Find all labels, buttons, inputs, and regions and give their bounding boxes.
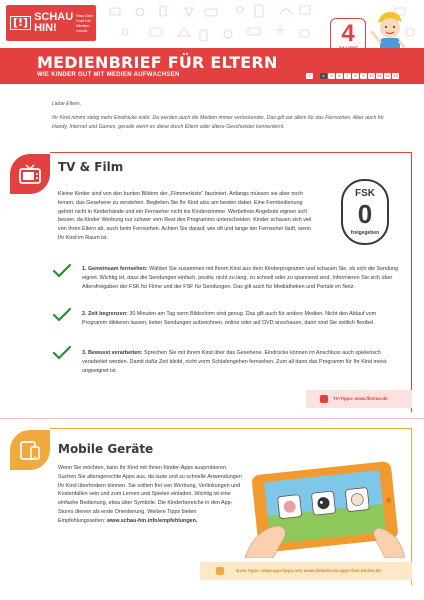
tv-icon [10, 154, 50, 194]
tv-tip-3 [82, 349, 402, 375]
section-divider [0, 418, 424, 419]
intro-text [52, 100, 397, 137]
mobile-section-text: Wenn Sie möchten, kann Ihr Kind mit Ihnen Kinder-Apps ausprobieren. Suchen Sie altersgerechte Apps aus, da laute und zu schnelle Anwendungen Ihr Kind überfordern können. Sie sollten frei von Werbung, Verlinkungen und Kostenfallen sein und zum Lernen und Spielen einladen. Wichtig ist eine einfache Bedienung, etwa über Symbole. Die Kinderbereiche in den App-Stores dienen als erste Orientierung. Weitere Tipps bieten Empfehlungsseiten: [58, 465, 242, 524]
mobile-section-title: Mobile Geräte [58, 442, 154, 456]
age-scale-item: 6 [336, 73, 343, 79]
page-title: MEDIENBRIEF FÜR ELTERN [37, 53, 278, 72]
fsk-label: FSK [355, 188, 375, 199]
page-subtitle: WIE KINDER GUT MIT MEDIEN AUFWACHSEN [37, 72, 180, 78]
age-scale-item: 3 [306, 73, 313, 79]
tv-tip-3-heading: 3. Bewusst verarbeiten: [82, 350, 143, 356]
intro-greeting: Liebe Eltern, [52, 101, 82, 107]
age-scale [306, 73, 399, 79]
logo-tagline-1: Was Dein [76, 13, 94, 18]
page-header [0, 0, 424, 92]
intro-paragraph: Ihr Kind nimmt stetig mehr Eindrücke wahr. Da werden auch die Medien immer verlockender. Das gilt vor allem für das Fernsehen. Aber auch für Handy, Internet und Games, gerade wenn es diese durch Eltern oder ältere Geschwister kennenlernt. [52, 115, 384, 130]
age-scale-item: 8 [352, 73, 359, 79]
tv-tip-2-text: 30 Minuten am Tag vorm Bildschirm sind genug. Das gilt auch für andere Medien. Nicht den Ablauf vom Programm diktieren lassen, lieber Sendungen aufzeichnen, online oder auf DVD anschauen, dann sind Sie zeitlich flexibel. [82, 311, 377, 326]
age-scale-item: 7 [344, 73, 351, 79]
schau-hin-logo[interactable] [6, 5, 96, 41]
checkmark-icon [52, 307, 72, 323]
tablet-game-illustration [245, 458, 405, 558]
hand-pointer-icon [216, 567, 224, 575]
mobile-footer-link[interactable]: Gute Apps: www.app-tipps.net, www.datenbank-apps-fuer-kinder.de [236, 568, 382, 573]
tv-section-body: Kleine Kinder sind von den bunten Bildern der „Flimmerkiste“ fasziniert. Anfangs müssen sie aber noch lernen, das Gesehene zu verstehen. Begleiten Sie Ihr Kind also am besten dabei. Eine Fernbedienung gehört nicht in Kinderhände und ein Fernseher nicht ins Kinderzimmer. Werbefreie Angebote eignen sich besser, da Kinder Werbung nur schwer vom Rest des Programms unterscheiden. Kinder schauen sich viel von Ihren Eltern ab, auch beim Fernsehen. Achten Sie darauf, wie oft und lange der Fernseher läuft, wenn Ihr Kind im Raum ist. [58, 191, 312, 241]
fsk-caption: freigegeben [350, 230, 380, 236]
logo-text-line-2: HIN! [34, 22, 57, 34]
mobile-section-body [58, 464, 243, 526]
age-scale-item: 9 [360, 73, 367, 79]
age-scale-item: 5 [328, 73, 335, 79]
tablet-phone-icon [10, 430, 50, 470]
age-scale-item-active: 4 [320, 73, 327, 79]
tv-tip-2 [82, 310, 402, 328]
checkmark-icon [52, 263, 72, 279]
tv-tip-1-text: Wählen Sie zusammen mit Ihrem Kind aus dem Kinderprogramm und schauen Sie, ob sich die Sendung eignet. Wichtig ist, dass die Sendungen einfach, positiv, nicht zu lang, zu schnell oder zu spannend sind. Informieren Sie sich über Altersfreigaben der FSK für Filme und der FSF für Sendungen. Das gilt auch für Mediatheken und Portale im Netz. [82, 266, 399, 290]
age-scale-item: 11 [377, 73, 382, 78]
logo-tagline-2: Kind mit [76, 18, 91, 23]
fsk-number: 0 [357, 199, 373, 229]
logo-exclamation-mark: [!] [10, 16, 31, 30]
tv-tip-1 [82, 265, 402, 291]
age-number: 4 [341, 20, 355, 47]
tv-tip-3-text: Sprechen Sie mit Ihrem Kind über das Gesehene. Eindrücke können im Anschluss auch spielerisch verarbeitet werden. Damit dafür Zeit bleibt, nicht vorm Schlafengehen fernsehen. Zum all dann das Programm für Ihr Kind meist ungeeignet ist. [82, 350, 387, 374]
hand-pointer-icon [320, 395, 328, 403]
tv-footer-link[interactable]: TV-Tipps: www.flimmo.de [333, 396, 388, 401]
age-scale-item: 12 [385, 73, 390, 78]
age-scale-item: 13 [393, 73, 398, 78]
tv-film-section [10, 150, 412, 412]
recommendations-link[interactable]: www.schau-hin.info/empfehlungen. [106, 517, 198, 524]
tv-tip-1-heading: 1. Gemeinsam fernsehen: [82, 266, 148, 272]
logo-text-line-1: SCHAU [34, 11, 74, 23]
age-scale-spacer [314, 73, 319, 79]
checkmark-icon [52, 345, 72, 361]
age-scale-item: 10 [369, 73, 374, 78]
tv-tip-2-heading: 2. Zeit begrenzen: [82, 311, 128, 317]
logo-tagline-3: Medien macht. [76, 23, 90, 33]
tv-section-title: TV & Film [58, 160, 124, 174]
